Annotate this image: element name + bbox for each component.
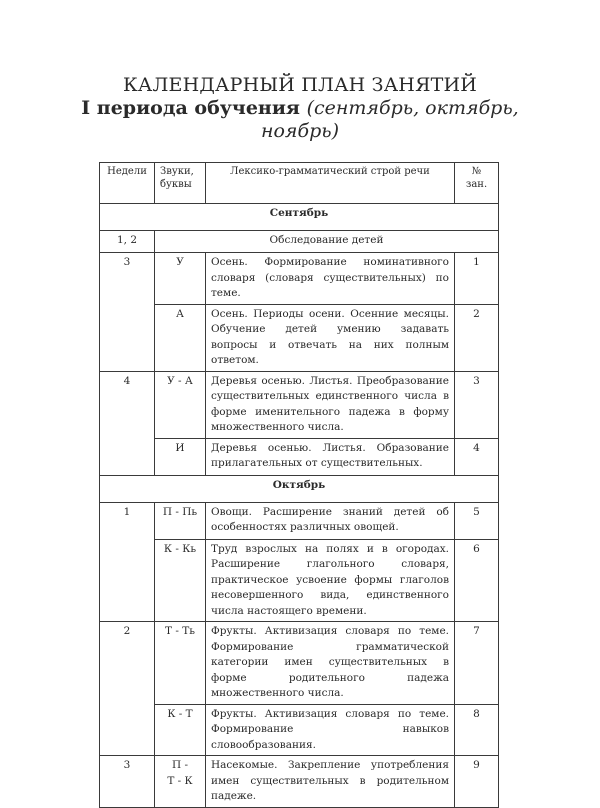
lesson-number: 2 — [455, 304, 499, 371]
title-line-1: КАЛЕНДАРНЫЙ ПЛАН ЗАНЯТИЙ — [122, 74, 478, 96]
calendar-plan-table — [99, 162, 499, 808]
lesson-number: 1 — [455, 253, 499, 305]
page-title — [0, 74, 600, 143]
title-line-3: ноябрь) — [260, 120, 340, 142]
exam-row — [100, 231, 499, 253]
title-months: (сентябрь, октябрь, — [306, 97, 519, 119]
topic-cell: Фрукты. Активизация словаря по теме. Формирование грамматической категории имен существительных в форме родительного падежа множественного числа. — [206, 622, 455, 705]
table-row — [100, 756, 499, 808]
sound-line-1: П - — [171, 759, 189, 771]
header-row — [100, 163, 499, 204]
table-row — [100, 304, 499, 371]
sound-cell: У - А — [155, 371, 206, 438]
sound-cell: И — [155, 438, 206, 475]
week-cell: 1 — [100, 502, 155, 622]
table-row — [100, 371, 499, 438]
sound-cell: У — [155, 253, 206, 305]
topic-cell: Насекомые. Закрепление употребления имен существительных в родительном падеже. — [206, 756, 455, 808]
topic-cell: Осень. Формирование номинативного словаря (словаря существительных) по теме. — [206, 253, 455, 305]
table-row — [100, 253, 499, 305]
month-label: Сентябрь — [100, 204, 499, 231]
header-sounds: Звуки, буквы — [155, 163, 206, 204]
lesson-number: 4 — [455, 438, 499, 475]
topic-cell: Осень. Периоды осени. Осенние месяцы. Обучение детей умению задавать вопросы и отвечать на них полным ответом. — [206, 304, 455, 371]
month-label: Октябрь — [100, 475, 499, 502]
lesson-number: 5 — [455, 502, 499, 539]
week-cell: 4 — [100, 371, 155, 475]
table-row — [100, 539, 499, 622]
lesson-number: 8 — [455, 704, 499, 756]
header-topic: Лексико-грамматический строй речи — [206, 163, 455, 204]
topic-cell: Труд взрослых на полях и в огородах. Расширение глагольного словаря, практическое усвоение формы глаголов несовершенного вида, единственного числа настоящего времени. — [206, 539, 455, 622]
header-weeks: Недели — [100, 163, 155, 204]
topic-cell: Овощи. Расширение знаний детей об особенностях различных овощей. — [206, 502, 455, 539]
title-period: I периода обучения — [81, 97, 300, 119]
sound-cell: А — [155, 304, 206, 371]
month-row-october — [100, 475, 499, 502]
week-cell: 3 — [100, 253, 155, 372]
week-cell: 1, 2 — [100, 231, 155, 253]
sound-cell: К - Т — [155, 704, 206, 756]
table-row — [100, 622, 499, 705]
lesson-number: 3 — [455, 371, 499, 438]
month-row-september — [100, 204, 499, 231]
sound-cell: П - Пь — [155, 502, 206, 539]
topic-cell: Фрукты. Активизация словаря по теме. Формирование навыков словообразования. — [206, 704, 455, 756]
week-cell: 3 — [100, 756, 155, 808]
topic-cell: Деревья осенью. Листья. Преобразование существительных единственного числа в форме именительного падежа в форму множественного числа. — [206, 371, 455, 438]
topic-cell: Деревья осенью. Листья. Образование прилагательных от существительных. — [206, 438, 455, 475]
week-cell: 2 — [100, 622, 155, 756]
title-line-2 — [0, 97, 600, 120]
sound-cell: Т - Ть — [155, 622, 206, 705]
table-row — [100, 438, 499, 475]
sound-cell — [155, 756, 206, 808]
lesson-number: 7 — [455, 622, 499, 705]
table-row — [100, 704, 499, 756]
sound-line-2: Т - К — [167, 774, 193, 787]
exam-cell: Обследование детей — [155, 231, 499, 253]
header-lesson-number: № зан. — [455, 163, 499, 204]
lesson-number: 9 — [455, 756, 499, 808]
lesson-number: 6 — [455, 539, 499, 622]
sound-cell: К - Кь — [155, 539, 206, 622]
table-row — [100, 502, 499, 539]
